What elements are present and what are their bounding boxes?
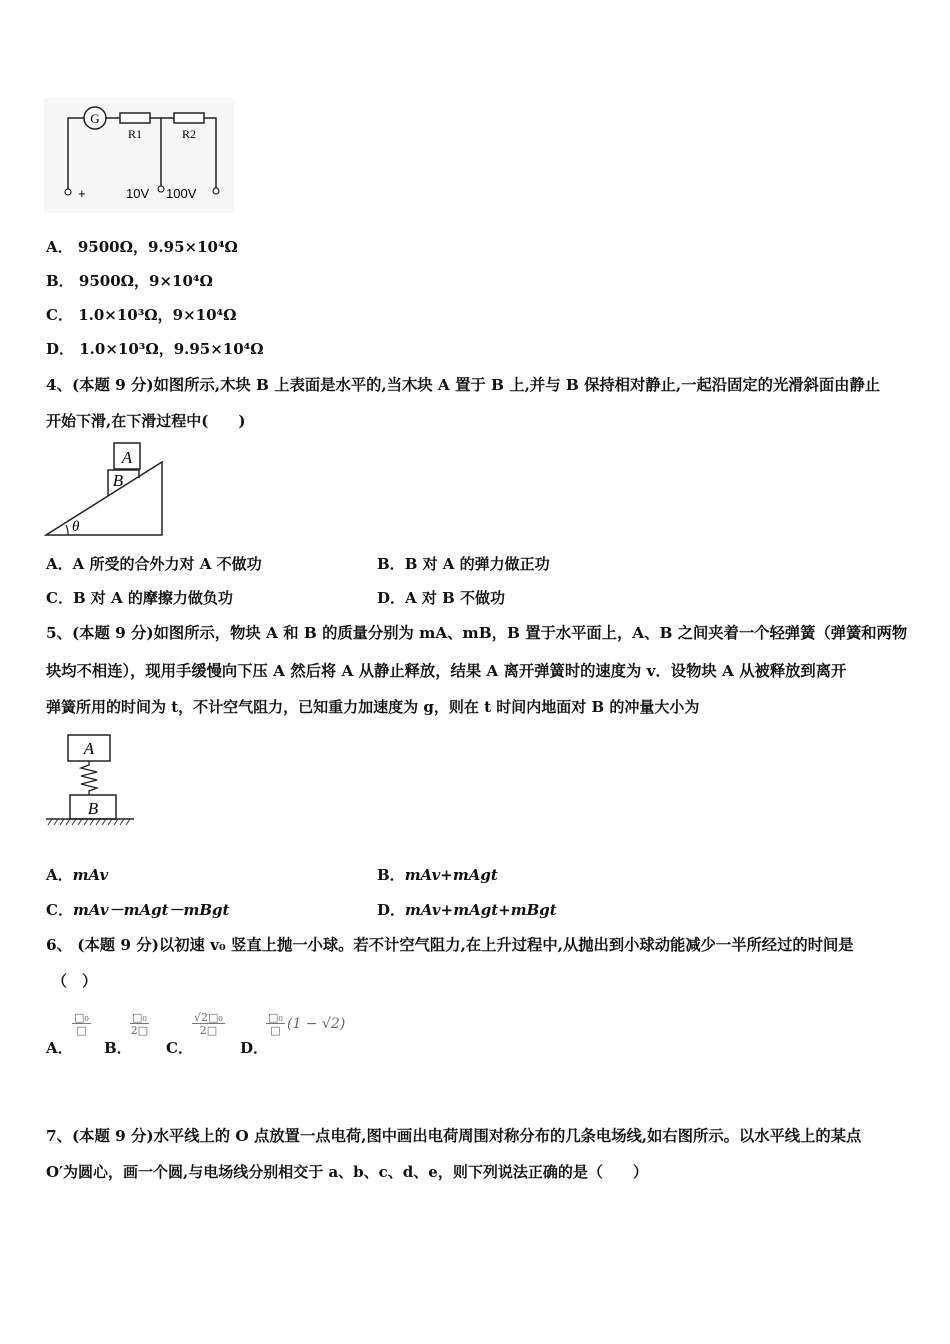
- r1-label: R1: [127, 127, 143, 141]
- q5-stem-line2: 块均不相连），现用手缓慢向下压 A 然后将 A 从静止释放，结果 A 离开弹簧时的速度为 v．设物块 A 从被释放到离开: [46, 662, 847, 680]
- q7-stem-line1: 7、(本题 9 分)水平线上的 O 点放置一点电荷,图中画出电荷周围对称分布的几条电场线,如右图所示。以水平线上的某点: [46, 1127, 862, 1145]
- block-b-label: B: [87, 799, 99, 818]
- q3-option-d-text: 1.0×10³Ω，9.95×10⁴Ω: [79, 340, 264, 358]
- q6-stem-line2: （ ）: [52, 972, 98, 990]
- q3-option-c: [46, 304, 236, 325]
- q4-option-c: C．B 对 A 的摩擦力做负功: [46, 589, 233, 607]
- q3-option-a-text: 9500Ω，9.95×10⁴Ω: [77, 238, 238, 256]
- q5-option-c: C．mAv－mAgt－mBgt: [46, 901, 230, 919]
- q3-option-b-letter: B．: [46, 272, 74, 290]
- q5-stem-line3: 弹簧所用的时间为 t，不计空气阻力，已知重力加速度为 g，则在 t 时间内地面对 B 的冲量大小为: [46, 698, 700, 716]
- r2-label: R2: [181, 127, 197, 141]
- q4-option-a: A．A 所受的合外力对 A 不做功: [46, 555, 262, 573]
- q6-option-a-letter: A．: [46, 1039, 73, 1057]
- q3-option-d-letter: D．: [46, 340, 75, 358]
- q3-option-d: [46, 338, 264, 359]
- q4-option-d: D．A 对 B 不做功: [377, 589, 505, 607]
- q5-option-d: D．mAv+mAgt+mBgt: [377, 901, 557, 919]
- q6-option-a-fraction: □₀ □: [74, 1011, 89, 1037]
- resistor-r1: [120, 113, 150, 123]
- plus-label: +: [78, 186, 86, 201]
- v10-label: 10V: [126, 186, 150, 201]
- q4-stem-line2: 开始下滑,在下滑过程中( ): [46, 412, 246, 430]
- q3-option-b: [46, 270, 213, 291]
- block-a-label: A: [121, 448, 133, 467]
- incline-figure: [44, 440, 169, 540]
- q6-option-d-tail: (1 − √2): [287, 1016, 346, 1032]
- block-b-label: B: [112, 471, 124, 490]
- q4-stem-line1: 4、(本题 9 分)如图所示,木块 B 上表面是水平的,当木块 A 置于 B 上,并与 B 保持相对静止,一起沿固定的光滑斜面由静止: [46, 376, 881, 394]
- q5-option-b: B．mAv+mAgt: [377, 866, 498, 884]
- q6-option-d-letter: D．: [240, 1039, 269, 1057]
- q6-option-c-letter: C．: [166, 1039, 193, 1057]
- q3-option-b-text: 9500Ω，9×10⁴Ω: [78, 272, 213, 290]
- q3-option-c-letter: C．: [46, 306, 73, 324]
- q5-stem-line1: 5、(本题 9 分)如图所示，物块 A 和 B 的质量分别为 mA、mB，B 置于水平面上，A、B 之间夹着一个轻弹簧（弹簧和两物: [46, 624, 908, 642]
- q5-option-a: A．mAv: [46, 866, 109, 884]
- spring-figure: [44, 732, 136, 830]
- theta-label: θ: [72, 519, 80, 535]
- v100-label: 100V: [166, 186, 197, 201]
- q7-stem-line2: O′为圆心，画一个圆,与电场线分别相交于 a、b、c、d、e，则下列说法正确的是（ ）: [46, 1163, 648, 1181]
- q6-option-c-fraction: $\frac{\text{√2□₀}}{2□}$: [194, 1011, 223, 1037]
- q6-option-d-fraction: □₀ □: [268, 1011, 283, 1037]
- resistor-r2: [174, 113, 204, 123]
- q3-option-c-text: 1.0×10³Ω，9×10⁴Ω: [78, 306, 237, 324]
- galvanometer-label: G: [90, 111, 100, 126]
- q4-option-b: B．B 对 A 的弹力做正功: [377, 555, 550, 573]
- q6-option-b-fraction: □₀ 2□: [130, 1011, 149, 1037]
- block-a-label: A: [83, 739, 95, 758]
- q6-stem-line1: 6、 (本题 9 分)以初速 v₀ 竖直上抛一小球。若不计空气阻力,在上升过程中,从抛出到小球动能减少一半所经过的时间是: [46, 936, 854, 954]
- q6-option-b-letter: B．: [104, 1039, 132, 1057]
- q3-option-a-letter: A．: [46, 238, 73, 256]
- circuit-figure: [44, 98, 234, 213]
- q3-option-a: [46, 236, 238, 257]
